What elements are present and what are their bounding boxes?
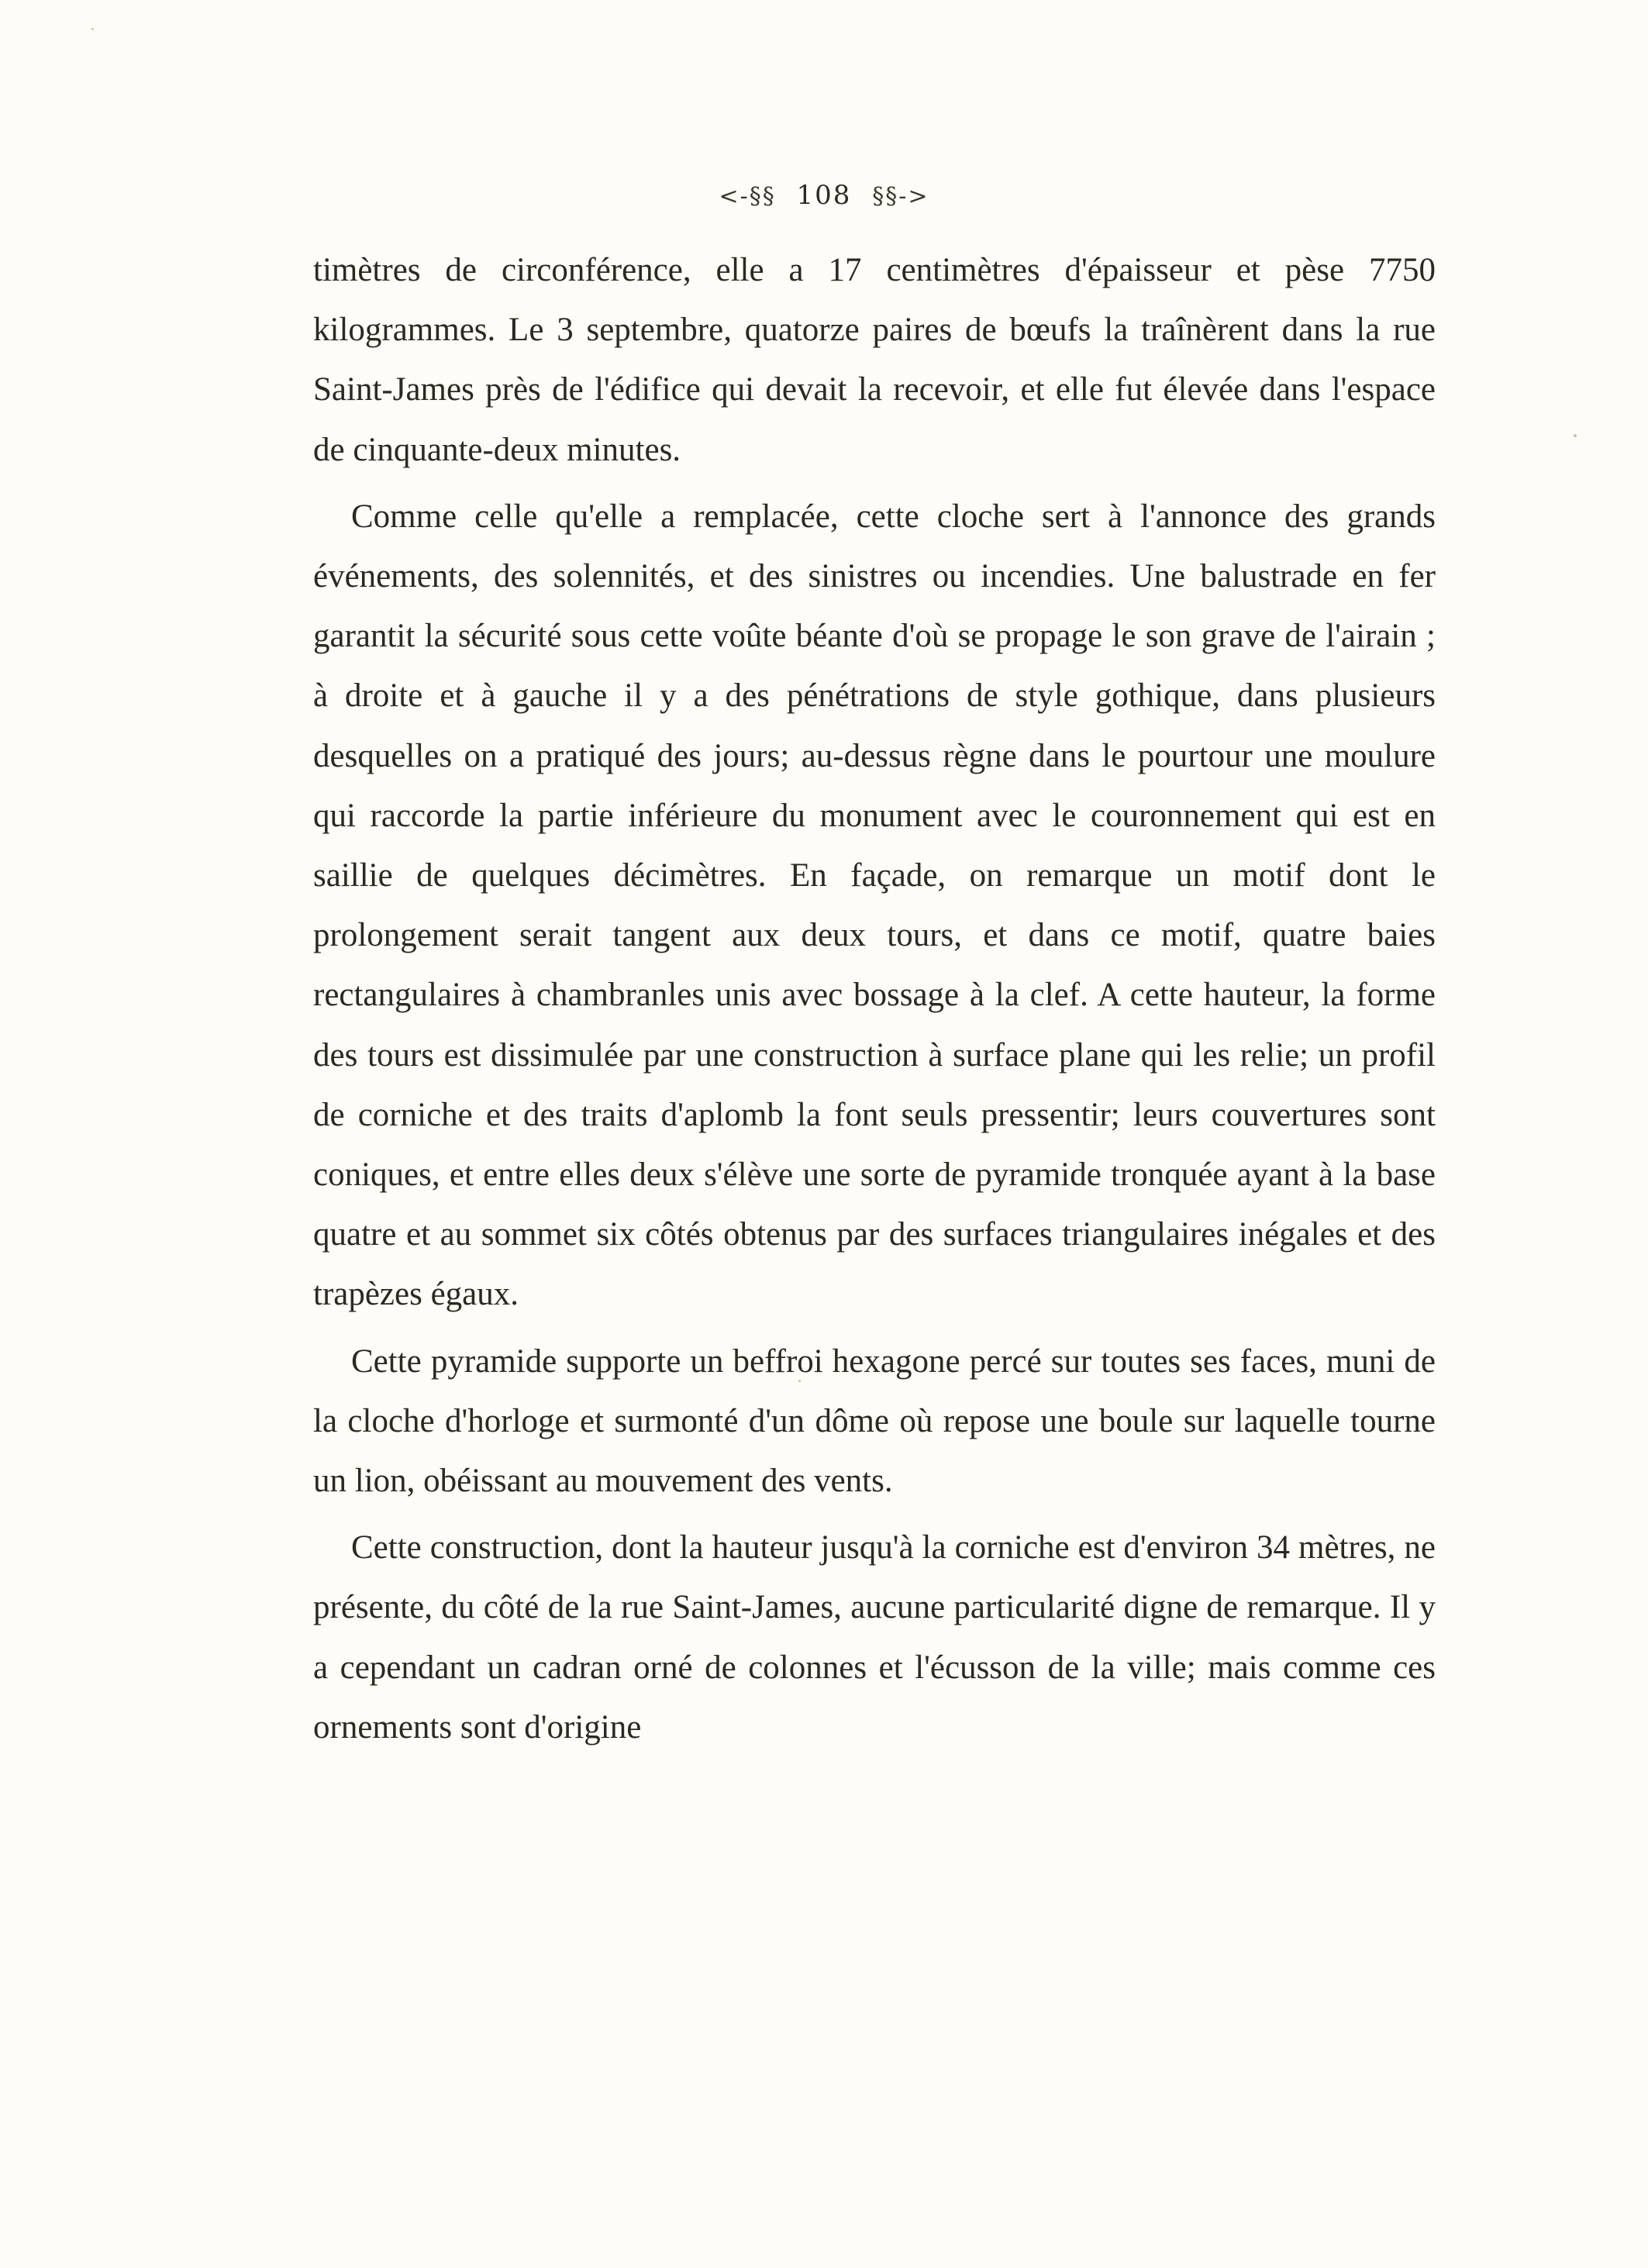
paper-speck bbox=[798, 1380, 801, 1382]
paper-speck bbox=[1574, 434, 1577, 437]
ornament-left-icon: <-§§ bbox=[719, 183, 776, 210]
paragraph: timètres de circonférence, elle a 17 centimètres d'épaisseur et pèse 7750 kilogrammes. Le 3 septembre, quatorze paires de bœufs la traînèrent dans la rue Saint-James près de l'édifice qui devait la recevoir, et elle fut élevée dans l'espace de cinquante-deux minutes. bbox=[313, 252, 1436, 468]
page-number: 108 bbox=[796, 180, 852, 211]
paragraph: Cette pyramide supporte un beffroi hexagone percé sur toutes ses faces, muni de la cloche d'horloge et surmonté d'un dôme où repose une boule sur laquelle tourne un lion, obéissant au mouvement des vents. bbox=[313, 1343, 1436, 1500]
page-body bbox=[313, 240, 1436, 1757]
ornament-right-icon: §§-> bbox=[872, 183, 929, 210]
paragraph: Cette construction, dont la hauteur jusqu'à la corniche est d'environ 34 mètres, ne présente, du côté de la rue Saint-James, aucune particularité digne de remarque. Il y a cependant un cadran orné de colonnes et l'écusson de la ville; mais comme ces ornements sont d'origine bbox=[313, 1529, 1436, 1746]
paragraph: Comme celle qu'elle a remplacée, cette cloche sert à l'annonce des grands événements, des solennités, et des sinistres ou incendies. Une balustrade en fer garantit la sécurité sous cette voûte béante d'où se propage le son grave de l'airain ; à droite et à gauche il y a des pénétrations de style gothique, dans plusieurs desquelles on a pratiqué des jours; au-dessus règne dans le pourtour une moulure qui raccorde la partie inférieure du monument avec le couronnement qui est en saillie de quelques décimètres. En façade, on remarque un motif dont le prolongement serait tangent aux deux tours, et dans ce motif, quatre baies rectangulaires à chambranles unis avec bossage à la clef. A cette hauteur, la forme des tours est dissimulée par une construction à surface plane qui les relie; un profil de corniche et des traits d'aplomb la font seuls pressentir; leurs couvertures sont coniques, et entre elles deux s'élève une sorte de pyramide tronquée ayant à la base quatre et au sommet six côtés obtenus par des surfaces triangulaires inégales et des trapèzes égaux. bbox=[313, 498, 1436, 1313]
paper-speck bbox=[91, 28, 94, 30]
page-header bbox=[0, 180, 1648, 211]
